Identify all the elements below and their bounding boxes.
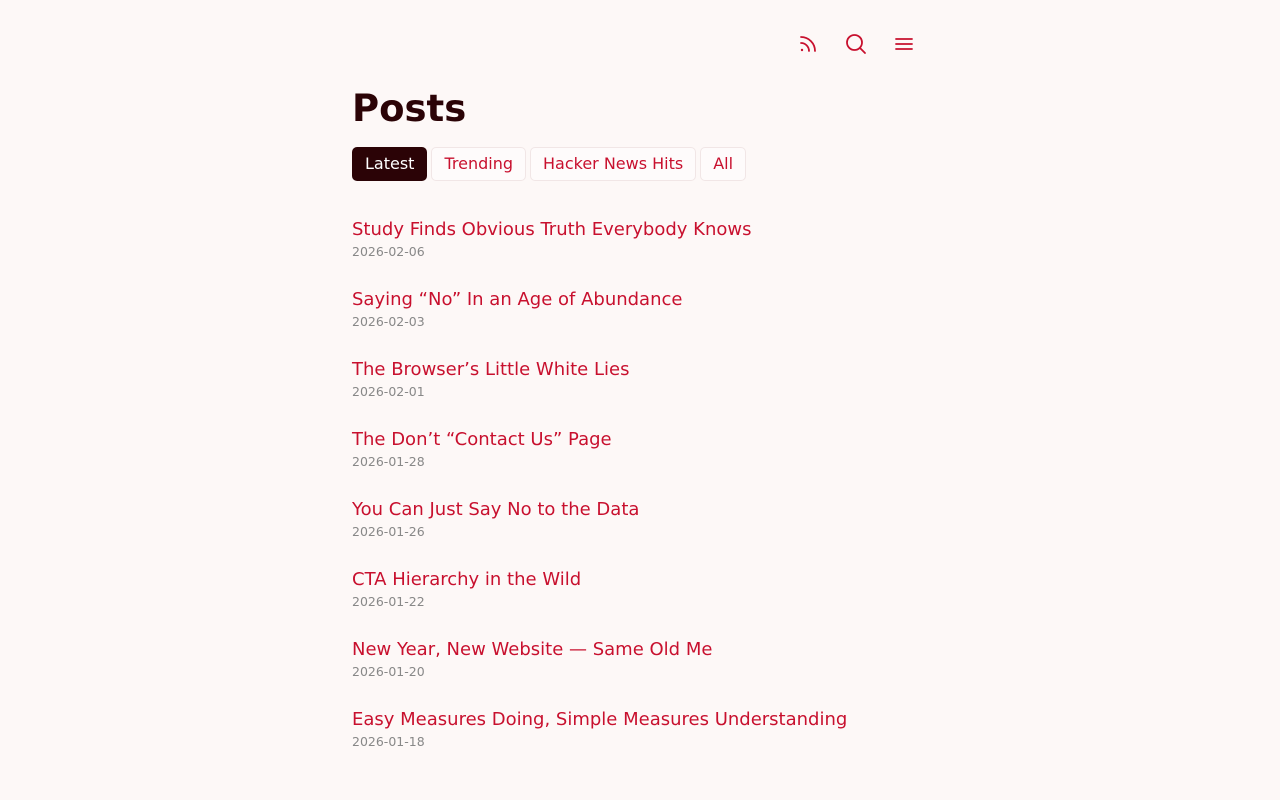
list-item — [352, 357, 928, 427]
post-link[interactable]: CTA Hierarchy in the Wild — [352, 569, 582, 590]
list-item — [352, 707, 928, 777]
post-link[interactable]: Study Finds Obvious Truth Everybody Knows — [352, 219, 752, 240]
post-date: 2026-01-22 — [352, 594, 425, 609]
post-link[interactable]: The Browser’s Little White Lies — [352, 359, 630, 380]
rss-icon[interactable] — [796, 30, 820, 58]
post-link[interactable]: Saying “No” In an Age of Abundance — [352, 289, 683, 310]
list-item — [352, 497, 928, 567]
post-link[interactable]: New Year, New Website — Same Old Me — [352, 639, 713, 660]
main-content — [352, 86, 928, 777]
post-list — [352, 217, 928, 777]
post-link[interactable]: The Don’t “Contact Us” Page — [352, 429, 612, 450]
menu-icon[interactable] — [892, 30, 916, 58]
site-header — [796, 30, 916, 58]
post-date: 2026-01-28 — [352, 454, 425, 469]
tab-trending[interactable]: Trending — [431, 147, 526, 181]
post-date: 2026-02-01 — [352, 384, 425, 399]
post-date: 2026-01-18 — [352, 734, 425, 749]
post-date: 2026-02-03 — [352, 314, 425, 329]
post-link[interactable]: Easy Measures Doing, Simple Measures Understanding — [352, 709, 848, 730]
tab-all[interactable]: All — [700, 147, 746, 181]
post-filter-tabs — [352, 147, 928, 181]
post-link[interactable]: You Can Just Say No to the Data — [352, 499, 640, 520]
tab-hacker-news-hits[interactable]: Hacker News Hits — [530, 147, 696, 181]
list-item — [352, 567, 928, 637]
list-item — [352, 427, 928, 497]
tab-latest[interactable]: Latest — [352, 147, 427, 181]
search-icon[interactable] — [844, 30, 868, 58]
list-item — [352, 287, 928, 357]
post-date: 2026-01-20 — [352, 664, 425, 679]
post-date: 2026-02-06 — [352, 244, 425, 259]
list-item — [352, 637, 928, 707]
post-date: 2026-01-26 — [352, 524, 425, 539]
list-item — [352, 217, 928, 287]
page-title: Posts — [352, 87, 467, 130]
